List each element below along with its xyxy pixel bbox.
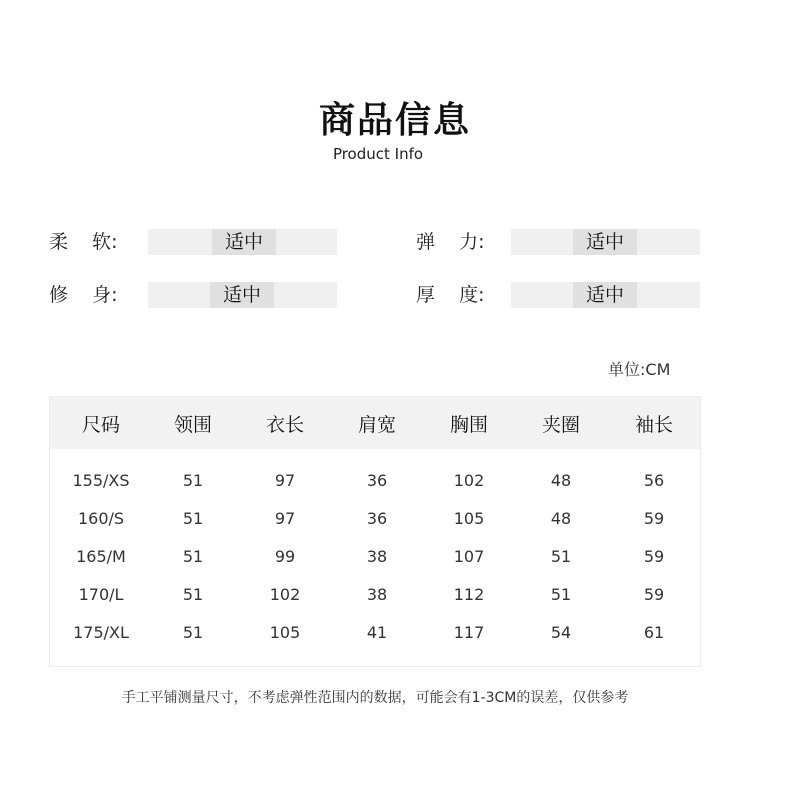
- table-cell: 59: [643, 509, 665, 528]
- attribute-label: 修 身:: [49, 284, 118, 306]
- table-row: [50, 614, 700, 652]
- column-header-shoulder: 肩宽: [357, 414, 396, 436]
- table-cell: 112: [453, 585, 485, 604]
- table-cell: 155/XS: [72, 471, 130, 490]
- page-title: 商品信息: [318, 100, 471, 141]
- table-cell: 99: [274, 547, 296, 566]
- attribute-bar: [148, 229, 337, 255]
- table-cell: 59: [643, 547, 665, 566]
- attribute-bar: [511, 282, 700, 308]
- table-cell: 51: [182, 547, 204, 566]
- attribute-bar-value: 适中: [573, 229, 637, 255]
- table-row: [50, 538, 700, 576]
- table-cell: 170/L: [78, 585, 124, 604]
- table-cell: 56: [643, 471, 665, 490]
- attribute-label: 弹 力:: [416, 231, 485, 253]
- table-cell: 105: [453, 509, 485, 528]
- table-cell: 41: [366, 623, 388, 642]
- table-cell: 54: [550, 623, 572, 642]
- table-cell: 51: [182, 509, 204, 528]
- table-cell: 165/M: [76, 547, 126, 566]
- table-cell: 38: [366, 547, 388, 566]
- attribute-bar-value: 适中: [212, 229, 276, 255]
- table-cell: 36: [366, 509, 388, 528]
- measurement-footnote: 手工平铺测量尺寸，不考虑弹性范围内的数据，可能会有1-3CM的误差，仅供参考: [121, 690, 629, 706]
- column-header-sleeve: 袖长: [634, 414, 673, 436]
- attribute-label: 厚 度:: [416, 284, 485, 306]
- table-cell: 51: [550, 585, 572, 604]
- table-cell: 48: [550, 471, 572, 490]
- table-cell: 117: [453, 623, 485, 642]
- attribute-fit: [49, 282, 339, 308]
- attribute-bar: [148, 282, 337, 308]
- column-header-chest: 胸围: [449, 414, 488, 436]
- table-row: [50, 500, 700, 538]
- attribute-thickness: [416, 282, 706, 308]
- table-cell: 102: [269, 585, 301, 604]
- table-cell: 97: [274, 471, 296, 490]
- table-cell: 51: [182, 623, 204, 642]
- table-cell: 59: [643, 585, 665, 604]
- column-header-size: 尺码: [81, 414, 120, 436]
- attribute-softness: [49, 229, 339, 255]
- page-subtitle: Product Info: [332, 145, 424, 163]
- column-header-armhole: 夹圈: [541, 414, 580, 436]
- table-cell: 48: [550, 509, 572, 528]
- table-cell: 61: [643, 623, 665, 642]
- table-header: [50, 397, 700, 449]
- table-cell: 51: [182, 471, 204, 490]
- table-row: [50, 462, 700, 500]
- table-cell: 36: [366, 471, 388, 490]
- table-cell: 38: [366, 585, 388, 604]
- attribute-elasticity: [416, 229, 706, 255]
- attribute-bar-value: 适中: [573, 282, 637, 308]
- table-cell: 51: [182, 585, 204, 604]
- table-cell: 107: [453, 547, 485, 566]
- table-cell: 51: [550, 547, 572, 566]
- column-header-length: 衣长: [265, 414, 304, 436]
- size-table: [49, 396, 701, 667]
- table-cell: 97: [274, 509, 296, 528]
- table-cell: 105: [269, 623, 301, 642]
- attribute-bar-value: 适中: [210, 282, 274, 308]
- table-row: [50, 576, 700, 614]
- attribute-label: 柔 软:: [49, 231, 118, 253]
- column-header-collar: 领围: [173, 414, 212, 436]
- table-cell: 175/XL: [73, 623, 129, 642]
- table-cell: 102: [453, 471, 485, 490]
- attribute-bar: [511, 229, 700, 255]
- table-cell: 160/S: [77, 509, 125, 528]
- unit-label: 单位:CM: [608, 360, 671, 379]
